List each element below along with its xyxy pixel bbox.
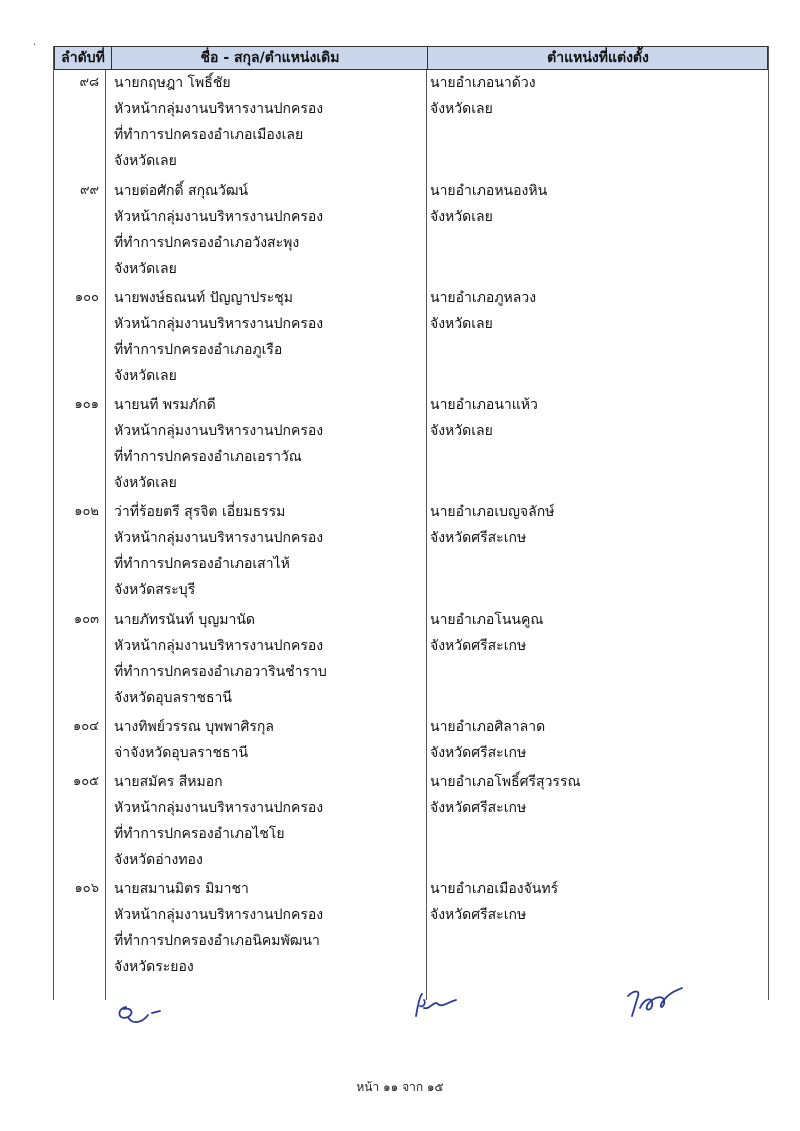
position-cell <box>430 178 760 230</box>
position-line: นายอำเภอเบญจลักษ์ <box>430 504 555 520</box>
table-row <box>54 70 768 178</box>
position-line: นายอำเภอภูหลวง <box>430 290 537 306</box>
name-cell <box>114 70 422 174</box>
name-cell <box>114 499 422 603</box>
position-cell <box>430 70 760 122</box>
name-cell <box>114 876 422 980</box>
position-line: จังหวัดศรีสะเกษ <box>430 907 527 923</box>
name-line: จังหวัดอ่างทอง <box>114 852 203 868</box>
name-line: ที่ทำการปกครองอำเภอนิคมพัฒนา <box>114 933 320 949</box>
position-line: นายอำเภอศิลาลาด <box>430 719 546 735</box>
row-number: ๙๙ <box>79 183 99 198</box>
position-line: นายอำเภอโนนคูณ <box>430 612 544 628</box>
table-row <box>54 178 768 285</box>
signature-1 <box>112 995 164 1031</box>
name-line: นายนที พรมภักดี <box>114 397 216 413</box>
name-line: จังหวัดเลย <box>114 261 177 277</box>
name-line: นายพงษ์ธณนท์ ปัญญาประชุม <box>114 290 293 306</box>
appointment-table <box>53 46 769 1000</box>
row-number: ๑๐๑ <box>74 397 99 412</box>
table-row <box>54 285 768 392</box>
position-cell <box>430 285 760 337</box>
name-line: จังหวัดสระบุรี <box>114 582 196 598</box>
name-line: หัวหน้ากลุ่มงานบริหารงานปกครอง <box>114 316 324 332</box>
name-cell <box>114 714 422 766</box>
position-line: จังหวัดเลย <box>430 423 493 439</box>
name-line: นายต่อศักดิ์ สกุณวัฒน์ <box>114 183 249 199</box>
position-cell <box>430 714 760 766</box>
page-footer: หน้า ๑๑ จาก ๑๕ <box>356 1080 444 1094</box>
name-line: นายกฤษฎา โพธิ์ชัย <box>114 75 231 91</box>
name-line: ที่ทำการปกครองอำเภอเมืองเลย <box>114 127 304 143</box>
name-line: หัวหน้ากลุ่มงานบริหารงานปกครอง <box>114 530 324 546</box>
name-cell <box>114 178 422 282</box>
name-line: จังหวัดอุบลราชธานี <box>114 690 232 706</box>
table-row <box>54 714 768 769</box>
row-number: ๑๐๕ <box>72 774 99 789</box>
name-line: ที่ทำการปกครองอำเภอเอราวัณ <box>114 449 302 465</box>
table-row <box>54 876 768 996</box>
header-no: ลำดับที่ <box>61 50 105 66</box>
position-line: จังหวัดเลย <box>430 209 493 225</box>
position-cell <box>430 499 760 551</box>
name-line: ที่ทำการปกครองอำเภอวารินชำราบ <box>114 664 327 680</box>
position-line: นายอำเภอเมืองจันทร์ <box>430 881 559 897</box>
row-number: ๑๐๔ <box>72 719 99 734</box>
table-row <box>54 769 768 876</box>
name-line: นายภัทรนันท์ บุญมานัด <box>114 612 255 628</box>
name-line: หัวหน้ากลุ่มงานบริหารงานปกครอง <box>114 101 324 117</box>
name-line: จังหวัดเลย <box>114 368 177 384</box>
signature-3 <box>622 982 686 1022</box>
name-line: จังหวัดเลย <box>114 475 177 491</box>
name-line: ที่ทำการปกครองอำเภอเสาไห้ <box>114 556 290 572</box>
name-line: นายสมานมิตร มิมาชา <box>114 881 249 897</box>
name-line: นางทิพย์วรรณ บุพพาศิรกุล <box>114 719 274 735</box>
name-cell <box>114 392 422 496</box>
name-line: หัวหน้ากลุ่มงานบริหารงานปกครอง <box>114 800 324 816</box>
name-line: หัวหน้ากลุ่มงานบริหารงานปกครอง <box>114 209 324 225</box>
position-line: จังหวัดศรีสะเกษ <box>430 530 527 546</box>
name-line: จังหวัดเลย <box>114 153 177 169</box>
name-line: จ่าจังหวัดอุบลราชธานี <box>114 745 249 761</box>
header-name: ชื่อ - สกุล/ตำแหน่งเดิม <box>111 47 428 69</box>
name-cell <box>114 607 422 711</box>
name-line: ที่ทำการปกครองอำเภอวังสะพุง <box>114 235 300 251</box>
header-position: ตำแหน่งที่แต่งตั้ง <box>427 47 768 69</box>
name-line: ที่ทำการปกครองอำเภอภูเรือ <box>114 342 283 358</box>
name-line: หัวหน้ากลุ่มงานบริหารงานปกครอง <box>114 423 324 439</box>
position-cell <box>430 876 760 928</box>
position-line: นายอำเภอหนองหิน <box>430 183 548 199</box>
position-cell <box>430 607 760 659</box>
row-number: ๑๐๓ <box>73 612 99 627</box>
position-line: นายอำเภอนาแห้ว <box>430 397 538 413</box>
name-line: หัวหน้ากลุ่มงานบริหารงานปกครอง <box>114 907 324 923</box>
table-row <box>54 607 768 714</box>
name-line: จังหวัดระยอง <box>114 959 194 975</box>
position-line: จังหวัดเลย <box>430 101 493 117</box>
row-number: ๑๐๐ <box>74 290 99 305</box>
name-cell <box>114 285 422 389</box>
position-line: นายอำเภอนาด้วง <box>430 75 536 91</box>
row-number: ๑๐๖ <box>74 881 99 896</box>
position-cell <box>430 392 760 444</box>
table-row <box>54 392 768 499</box>
name-line: หัวหน้ากลุ่มงานบริหารงานปกครอง <box>114 638 324 654</box>
scan-mark: · <box>33 40 37 51</box>
position-line: จังหวัดศรีสะเกษ <box>430 745 527 761</box>
name-line: ว่าที่ร้อยตรี สุรจิต เอี่ยมธรรม <box>114 504 286 520</box>
position-line: นายอำเภอโพธิ์ศรีสุวรรณ <box>430 774 581 790</box>
name-line: นายสมัคร สีหมอก <box>114 774 223 790</box>
row-number: ๑๐๒ <box>74 504 99 519</box>
position-cell <box>430 769 760 821</box>
name-line: ที่ทำการปกครองอำเภอไชโย <box>114 826 285 842</box>
table-row <box>54 499 768 607</box>
position-line: จังหวัดศรีสะเกษ <box>430 638 527 654</box>
position-line: จังหวัดศรีสะเกษ <box>430 800 527 816</box>
table-header <box>54 46 768 70</box>
signature-2 <box>410 986 466 1022</box>
position-line: จังหวัดเลย <box>430 316 493 332</box>
name-cell <box>114 769 422 873</box>
row-number: ๙๘ <box>79 75 99 90</box>
